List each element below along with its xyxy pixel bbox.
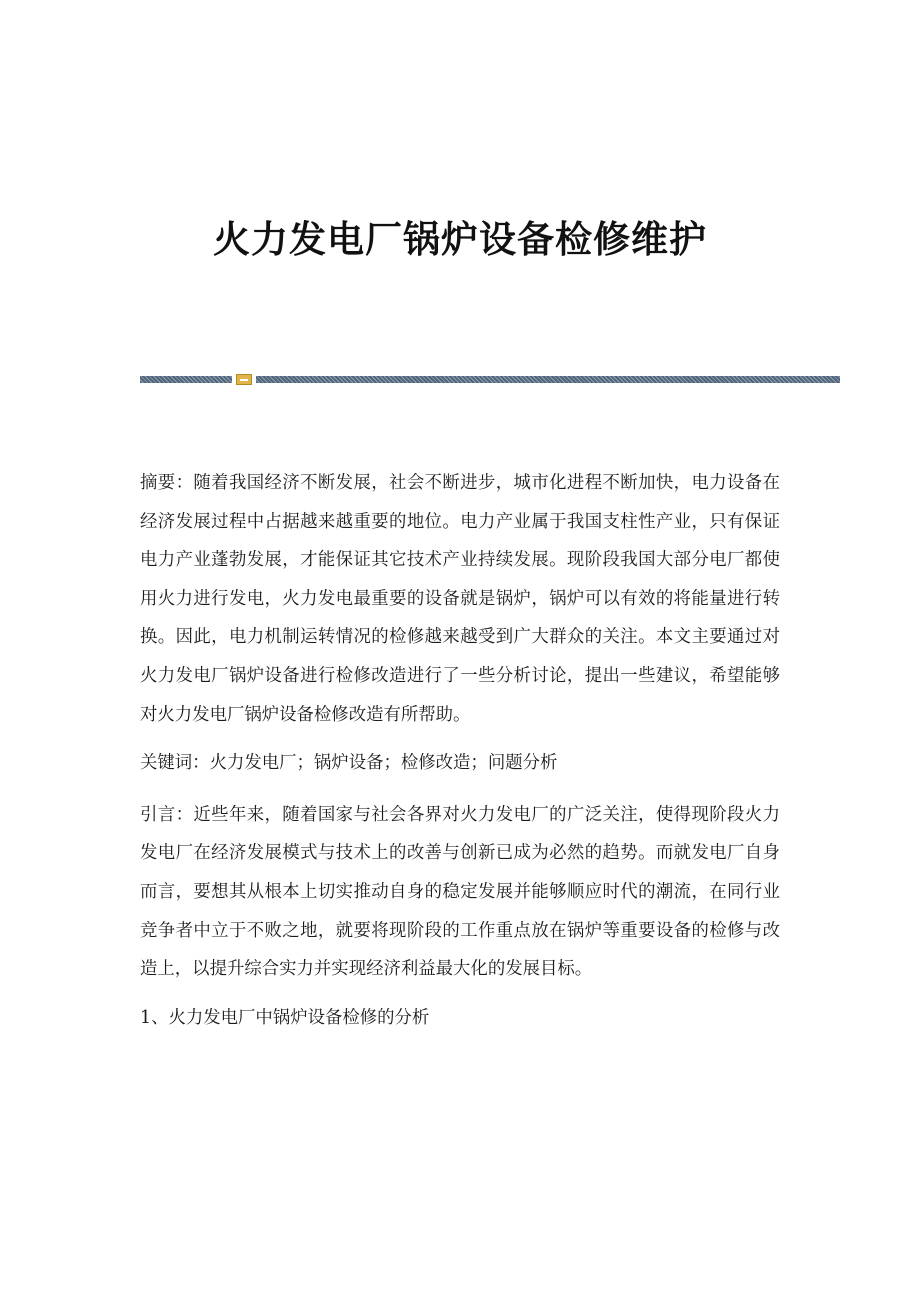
divider-bar-left: [140, 376, 232, 383]
keywords-line: 关键词：火力发电厂；锅炉设备；检修改造；问题分析: [140, 753, 558, 774]
decorative-divider: [140, 374, 840, 386]
section-heading: 1、火力发电厂中锅炉设备检修的分析: [140, 1007, 430, 1028]
divider-bar-right: [256, 376, 840, 383]
document-body: [140, 464, 780, 1050]
abstract-paragraph: 摘要：随着我国经济不断发展，社会不断进步，城市化进程不断加快，电力设备在经济发展过程中占据越来越重要的地位。电力产业属于我国支柱性产业，只有保证电力产业蓬勃发展，才能保证其它技术产业持续发展。现阶段我国大部分电厂都使用火力进行发电，火力发电最重要的设备就是锅炉，锅炉可以有效的将能量进行转换。因此，电力机制运转情况的检修越来越受到广大群众的关注。本文主要通过对火力发电厂锅炉设备进行检修改造进行了一些分析讨论，提出一些建议，希望能够对火力发电厂锅炉设备检修改造有所帮助。: [140, 473, 780, 725]
introduction-paragraph: 引言：近些年来，随着国家与社会各界对火力发电厂的广泛关注，使得现阶段火力发电厂在经济发展模式与技术上的改善与创新已成为必然的趋势。而就发电厂自身而言，要想其从根本上切实推动自身的稳定发展并能够顺应时代的潮流，在同行业竞争者中立于不败之地，就要将现阶段的工作重点放在锅炉等重要设备的检修与改造上，以提升综合实力并实现经济利益最大化的发展目标。: [140, 804, 780, 980]
document-title: 火力发电厂锅炉设备检修维护: [213, 218, 707, 261]
divider-badge-icon: [236, 374, 252, 385]
